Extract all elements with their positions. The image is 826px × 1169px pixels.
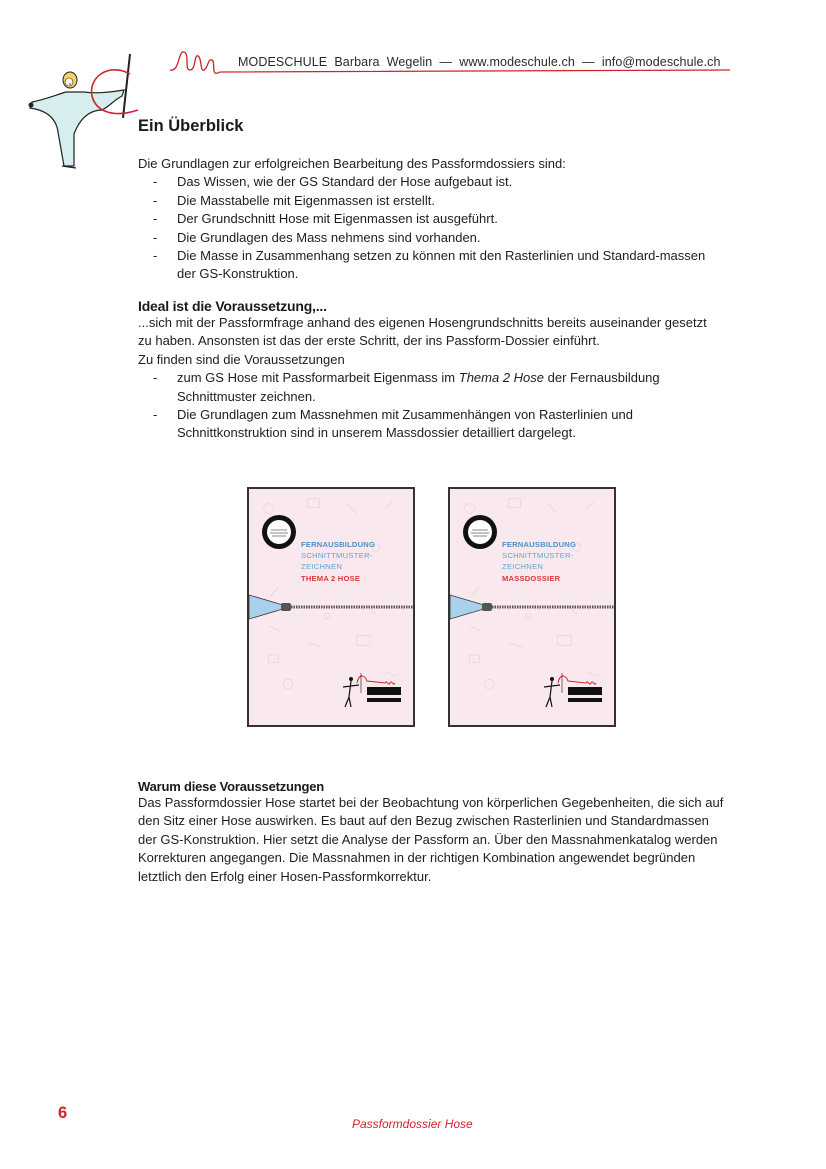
- list-item: - Der Grundschnitt Hose mit Eigenmassen ist ausgeführt.: [153, 211, 498, 227]
- book-cover-thema-2-hose: [247, 487, 415, 727]
- section-overview-intro: Die Grundlagen zur erfolgreichen Bearbeitung des Passformdossiers sind:: [138, 156, 566, 171]
- header-separator: —: [582, 55, 595, 69]
- list-item: - Das Wissen, wie der GS Standard der Hose aufgebaut ist.: [153, 174, 513, 190]
- section-overview-title: Ein Überblick: [138, 117, 244, 135]
- header-contact-line: [238, 55, 721, 69]
- modeschule-logo-figure-icon: [18, 34, 158, 169]
- header-email-link[interactable]: info@modeschule.ch: [601, 55, 721, 69]
- book-title-label: THEMA 2 HOSE: [301, 574, 361, 583]
- sources-list: [138, 369, 738, 443]
- header-separator: —: [439, 55, 453, 69]
- list-item: - zum GS Hose mit Passformarbeit Eigenmass im Thema 2 Hose der Fernausbildung Schnittmuster zeichnen.: [153, 370, 660, 404]
- book-series-label: FERNAUSBILDUNG: [301, 540, 376, 549]
- page-number: 6: [58, 1104, 68, 1122]
- section-why-title: Warum diese Voraussetzungen: [138, 779, 325, 794]
- list-item: - Die Masse in Zusammenhang setzen zu können mit den Rasterlinien und Standard-massen der GS-Konstruktion.: [153, 248, 706, 282]
- book-title-label: MASSDOSSIER: [502, 574, 561, 583]
- modeschule-mini-logo-icon: [538, 667, 610, 711]
- book-subject-label: SCHNITTMUSTER-ZEICHNEN: [502, 551, 574, 571]
- badge-seal-icon: [462, 514, 498, 550]
- list-item: - Die Masstabelle mit Eigenmassen ist erstellt.: [153, 192, 435, 208]
- course-title-italic: Thema 2 Hose: [458, 370, 545, 386]
- section-ideal-title: Ideal ist die Voraussetzung,...: [138, 298, 327, 314]
- zipper-icon: [450, 589, 616, 625]
- zipper-icon: [249, 589, 415, 625]
- list-item: - Die Grundlagen zum Massnehmen mit Zusammenhängen von Rasterlinien und Schnittkonstruktion sind in unserem Massdossier detailliert dargelegt.: [153, 407, 633, 441]
- book-cover-massdossier: [448, 487, 616, 727]
- list-item: - Die Grundlagen des Mass nehmens sind vorhanden.: [153, 229, 481, 245]
- badge-seal-icon: [261, 514, 297, 550]
- book-series-label: FERNAUSBILDUNG: [502, 540, 577, 549]
- section-overview: [138, 117, 738, 284]
- header-website-link[interactable]: www.modeschule.ch: [459, 55, 575, 69]
- header-school: MODESCHULE: [238, 55, 328, 69]
- section-ideal-paragraph-2: Zu finden sind die Voraussetzungen: [138, 351, 345, 367]
- section-ideal-paragraph: ...sich mit der Passformfrage anhand des eigenen Hosengrundschnitts bereits auseinander gesetzt zu haben. Ansonsten ist das der erste Schritt, der ins Passform-Dossier einführt.: [138, 315, 707, 349]
- book-subject-label: SCHNITTMUSTER-ZEICHNEN: [301, 551, 373, 571]
- header-owner: Barbara Wegelin: [334, 55, 433, 69]
- section-why: [138, 779, 728, 886]
- modeschule-mini-logo-icon: [337, 667, 409, 711]
- section-why-paragraph: Das Passformdossier Hose startet bei der Beobachtung von körperlichen Gegebenheiten, die sich auf den Sitz einer Hose auswirken. Es baut auf den Bezug zwischen Rasterlinien und Standardmassen der GS-Konstruktion. Hier setzt die Analyse der Passform an. Über den Massnahmenkatalog werden Korrekturen angegangen. Die Massnahmen in der richtigen Kombination angewendet begründen letztlich den Erfolg einer Hosen-Passformkorrektur.: [138, 795, 724, 884]
- section-ideal: [138, 298, 738, 443]
- prerequisites-list: [138, 173, 738, 283]
- footer-document-title: Passformdossier Hose: [352, 1117, 473, 1131]
